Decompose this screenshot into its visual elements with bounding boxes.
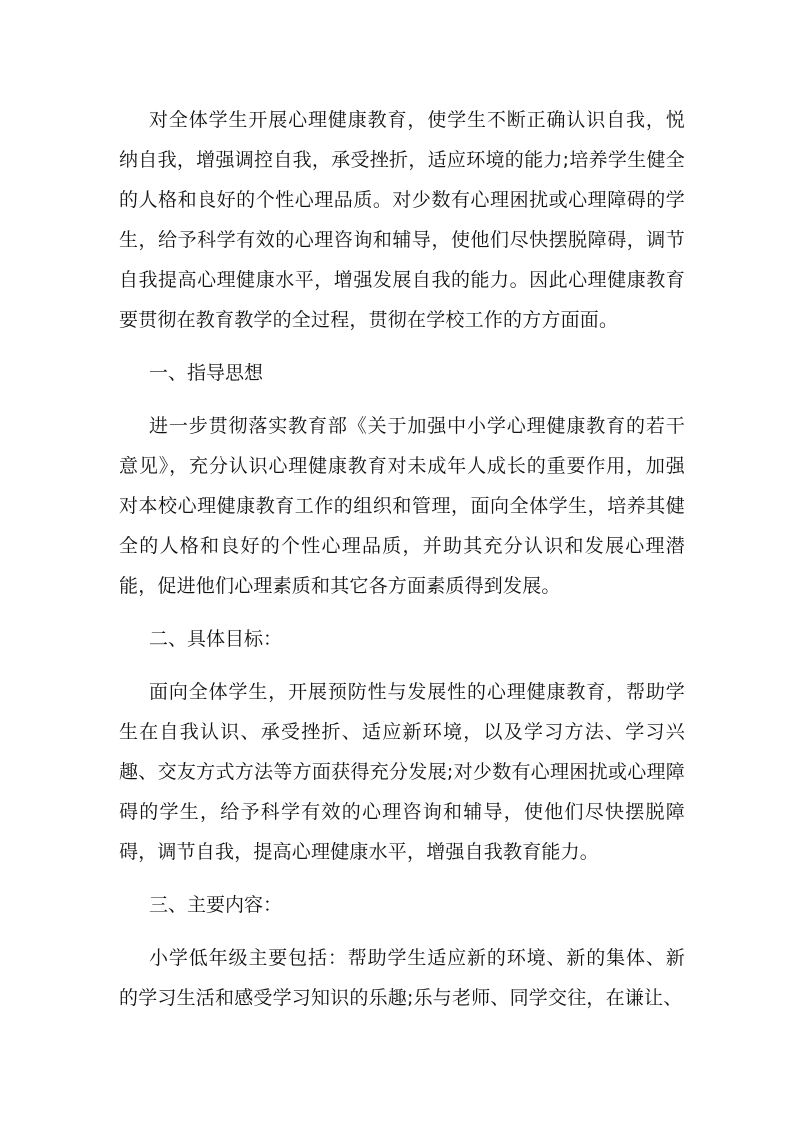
- intro-paragraph: 对全体学生开展心理健康教育，使学生不断正确认识自我，悦纳自我，增强调控自我，承受挫折，适应环境的能力;培养学生健全的人格和良好的个性心理品质。对少数有心理困扰或心理障碍的学生，给予科学有效的心理咨询和辅导，使他们尽快摆脱障碍，调节自我提高心理健康水平，增强发展自我的能力。因此心理健康教育要贯彻在教育教学的全过程，贯彻在学校工作的方方面面。: [119, 109, 685, 331]
- specific-goals-paragraph: 面向全体学生，开展预防性与发展性的心理健康教育，帮助学生在自我认识、承受挫折、适应新环境，以及学习方法、学习兴趣、交友方式方法等方面获得充分发展;对少数有心理困扰或心理障碍的学生，给予科学有效的心理咨询和辅导，使他们尽快摆脱障碍，调节自我，提高心理健康水平，增强自我教育能力。: [119, 681, 685, 863]
- main-content-paragraph: 小学低年级主要包括：帮助学生适应新的环境、新的集体、新的学习生活和感受学习知识的乐趣;乐与老师、同学交往，在谦让、: [119, 947, 685, 1009]
- document-page: [119, 100, 685, 1018]
- section-heading-main-content: 三、主要内容：: [149, 894, 283, 916]
- section-heading-specific-goals: 二、具体目标：: [149, 628, 283, 650]
- section-heading-guiding-ideology: 一、指导思想: [149, 362, 264, 384]
- guiding-ideology-paragraph: 进一步贯彻落实教育部《关于加强中小学心理健康教育的若干意见》，充分认识心理健康教育对未成年人成长的重要作用，加强对本校心理健康教育工作的组织和管理，面向全体学生，培养其健全的人格和良好的个性心理品质，并助其充分认识和发展心理潜能，促进他们心理素质和其它各方面素质得到发展。: [119, 415, 685, 597]
